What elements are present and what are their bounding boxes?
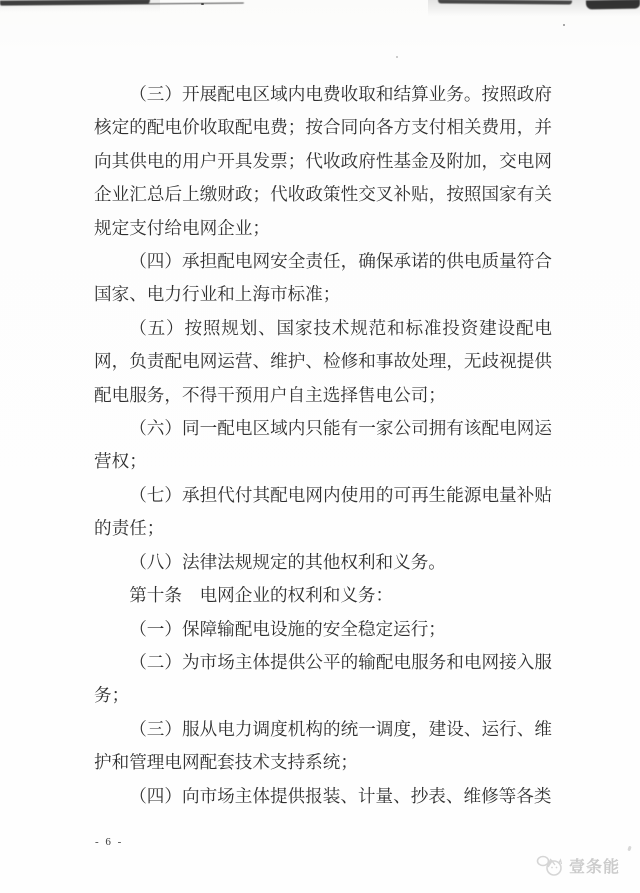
clause-6: （六）同一配电区域内只能有一家公司拥有该配电网运营权；	[94, 418, 552, 472]
scan-artifact-top-right	[586, 0, 640, 9]
scan-speck	[563, 24, 565, 26]
article-10-clause-2: （二）为市场主体提供公平的输配电服务和电网接入服务；	[94, 651, 552, 706]
clause-4: （四）承担配电网安全责任，确保承诺的供电质量符合国家、电力行业和上海市标准；	[94, 251, 552, 305]
article-10-clause-4: （四）向市场主体提供报装、计量、抄表、维修等各类	[129, 785, 552, 806]
cat-logo-icon	[536, 853, 566, 877]
scan-speck	[627, 846, 631, 852]
watermark	[536, 853, 620, 877]
document-body	[94, 78, 552, 813]
page-number: - 6 -	[95, 836, 124, 848]
scan-speck	[396, 56, 398, 58]
clause-8: （八）法律法规规定的其他权利和义务。	[129, 551, 446, 572]
clause-5: （五）按照规划、国家技术规范和标准投资建设配电网，负责配电网运营、维护、检修和事故处理，无歧视提供配电服务，不得干预用户自主选择售电公司；	[94, 317, 552, 405]
scan-speck	[201, 3, 204, 5]
article-10-clause-3: （三）服从电力调度机构的统一调度，建设、运行、维护和管理电网配套技术支持系统；	[94, 718, 552, 773]
article-10-clause-1: （一）保障输配电设施的安全稳定运行；	[129, 618, 446, 639]
article-10-heading: 第十条 电网企业的权利和义务：	[129, 585, 394, 606]
clause-7: （七）承担代付其配电网内使用的可再生能源电量补贴的责任；	[94, 484, 552, 539]
watermark-text: 壹条能	[569, 858, 621, 876]
clause-3: （三）开展配电区域内电费收取和结算业务。按照政府核定的配电价收取配电费；按合同向各方支付相关费用，并向其供电的用户开具发票；代收政府性基金及附加，交电网企业汇总后上缴财政；代收政策性交叉补贴，按照国家有关规定支付给电网企业；	[94, 84, 552, 238]
